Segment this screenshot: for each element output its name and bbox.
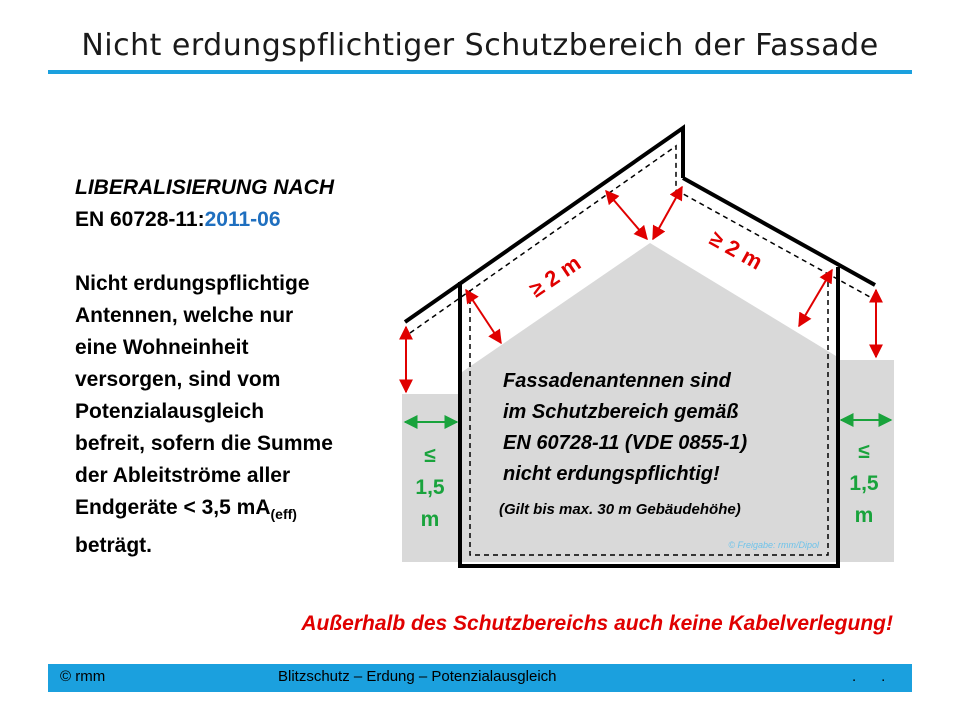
footer-topic: Blitzschutz – Erdung – Potenzialausgleich: [278, 668, 557, 685]
label-right-side-value: 1,5: [849, 472, 879, 495]
standard-year: 2011-06: [204, 208, 281, 231]
arrow-right-roof: [799, 270, 832, 326]
slide-title: Nicht erdungspflichtiger Schutzbereich der Fassade: [81, 28, 879, 63]
label-right-side-symbol: ≤: [858, 440, 870, 463]
footer-bar: [48, 664, 912, 692]
para-line-1: Nicht erdungspflichtige: [75, 272, 310, 295]
para-line-2: Antennen, welche nur: [75, 304, 294, 327]
para-line-3: eine Wohneinheit: [75, 336, 249, 359]
heading-line-1: LIBERALISIERUNG NACH: [75, 176, 335, 199]
center-text-line-1: Fassadenantennen sind: [503, 370, 731, 392]
arrow-left-roof: [466, 290, 501, 343]
label-right-side-unit: m: [854, 504, 874, 527]
current-limit: Endgeräte < 3,5 mA: [75, 496, 271, 519]
standard-number: EN 60728-11:: [75, 208, 205, 231]
current-subscript: (eff): [270, 506, 297, 522]
footer-dots: . .: [852, 668, 886, 685]
center-text-line-4: nicht erdungspflichtig!: [503, 463, 720, 485]
label-left-roof-distance: ≥ 2 m: [524, 250, 586, 303]
label-right-roof-distance: ≥ 2 m: [705, 225, 767, 275]
label-left-side-value: 1,5: [415, 476, 445, 499]
center-text-line-3: EN 60728-11 (VDE 0855-1): [503, 432, 748, 454]
label-left-side-symbol: ≤: [424, 444, 436, 467]
para-line-7: der Ableitströme aller: [75, 464, 291, 487]
para-line-4: versorgen, sind vom: [75, 368, 281, 391]
arrow-ridge-left: [606, 191, 647, 239]
para-line-9: beträgt.: [75, 534, 153, 557]
image-watermark: © Freigabe: rmm/Dipol: [728, 540, 819, 550]
cable-warning: Außerhalb des Schutzbereichs auch keine Kabelverlegung!: [301, 612, 893, 635]
center-text-line-2: im Schutzbereich gemäß: [503, 401, 739, 423]
roof-right: [683, 178, 875, 285]
arrow-ridge-right: [653, 187, 682, 239]
label-left-side-unit: m: [420, 508, 440, 531]
para-line-5: Potenzialausgleich: [75, 400, 265, 423]
para-line-6: befreit, sofern die Summe: [75, 432, 333, 455]
height-note: (Gilt bis max. 30 m Gebäudehöhe): [499, 501, 741, 518]
footer-copyright: © rmm: [60, 668, 106, 685]
